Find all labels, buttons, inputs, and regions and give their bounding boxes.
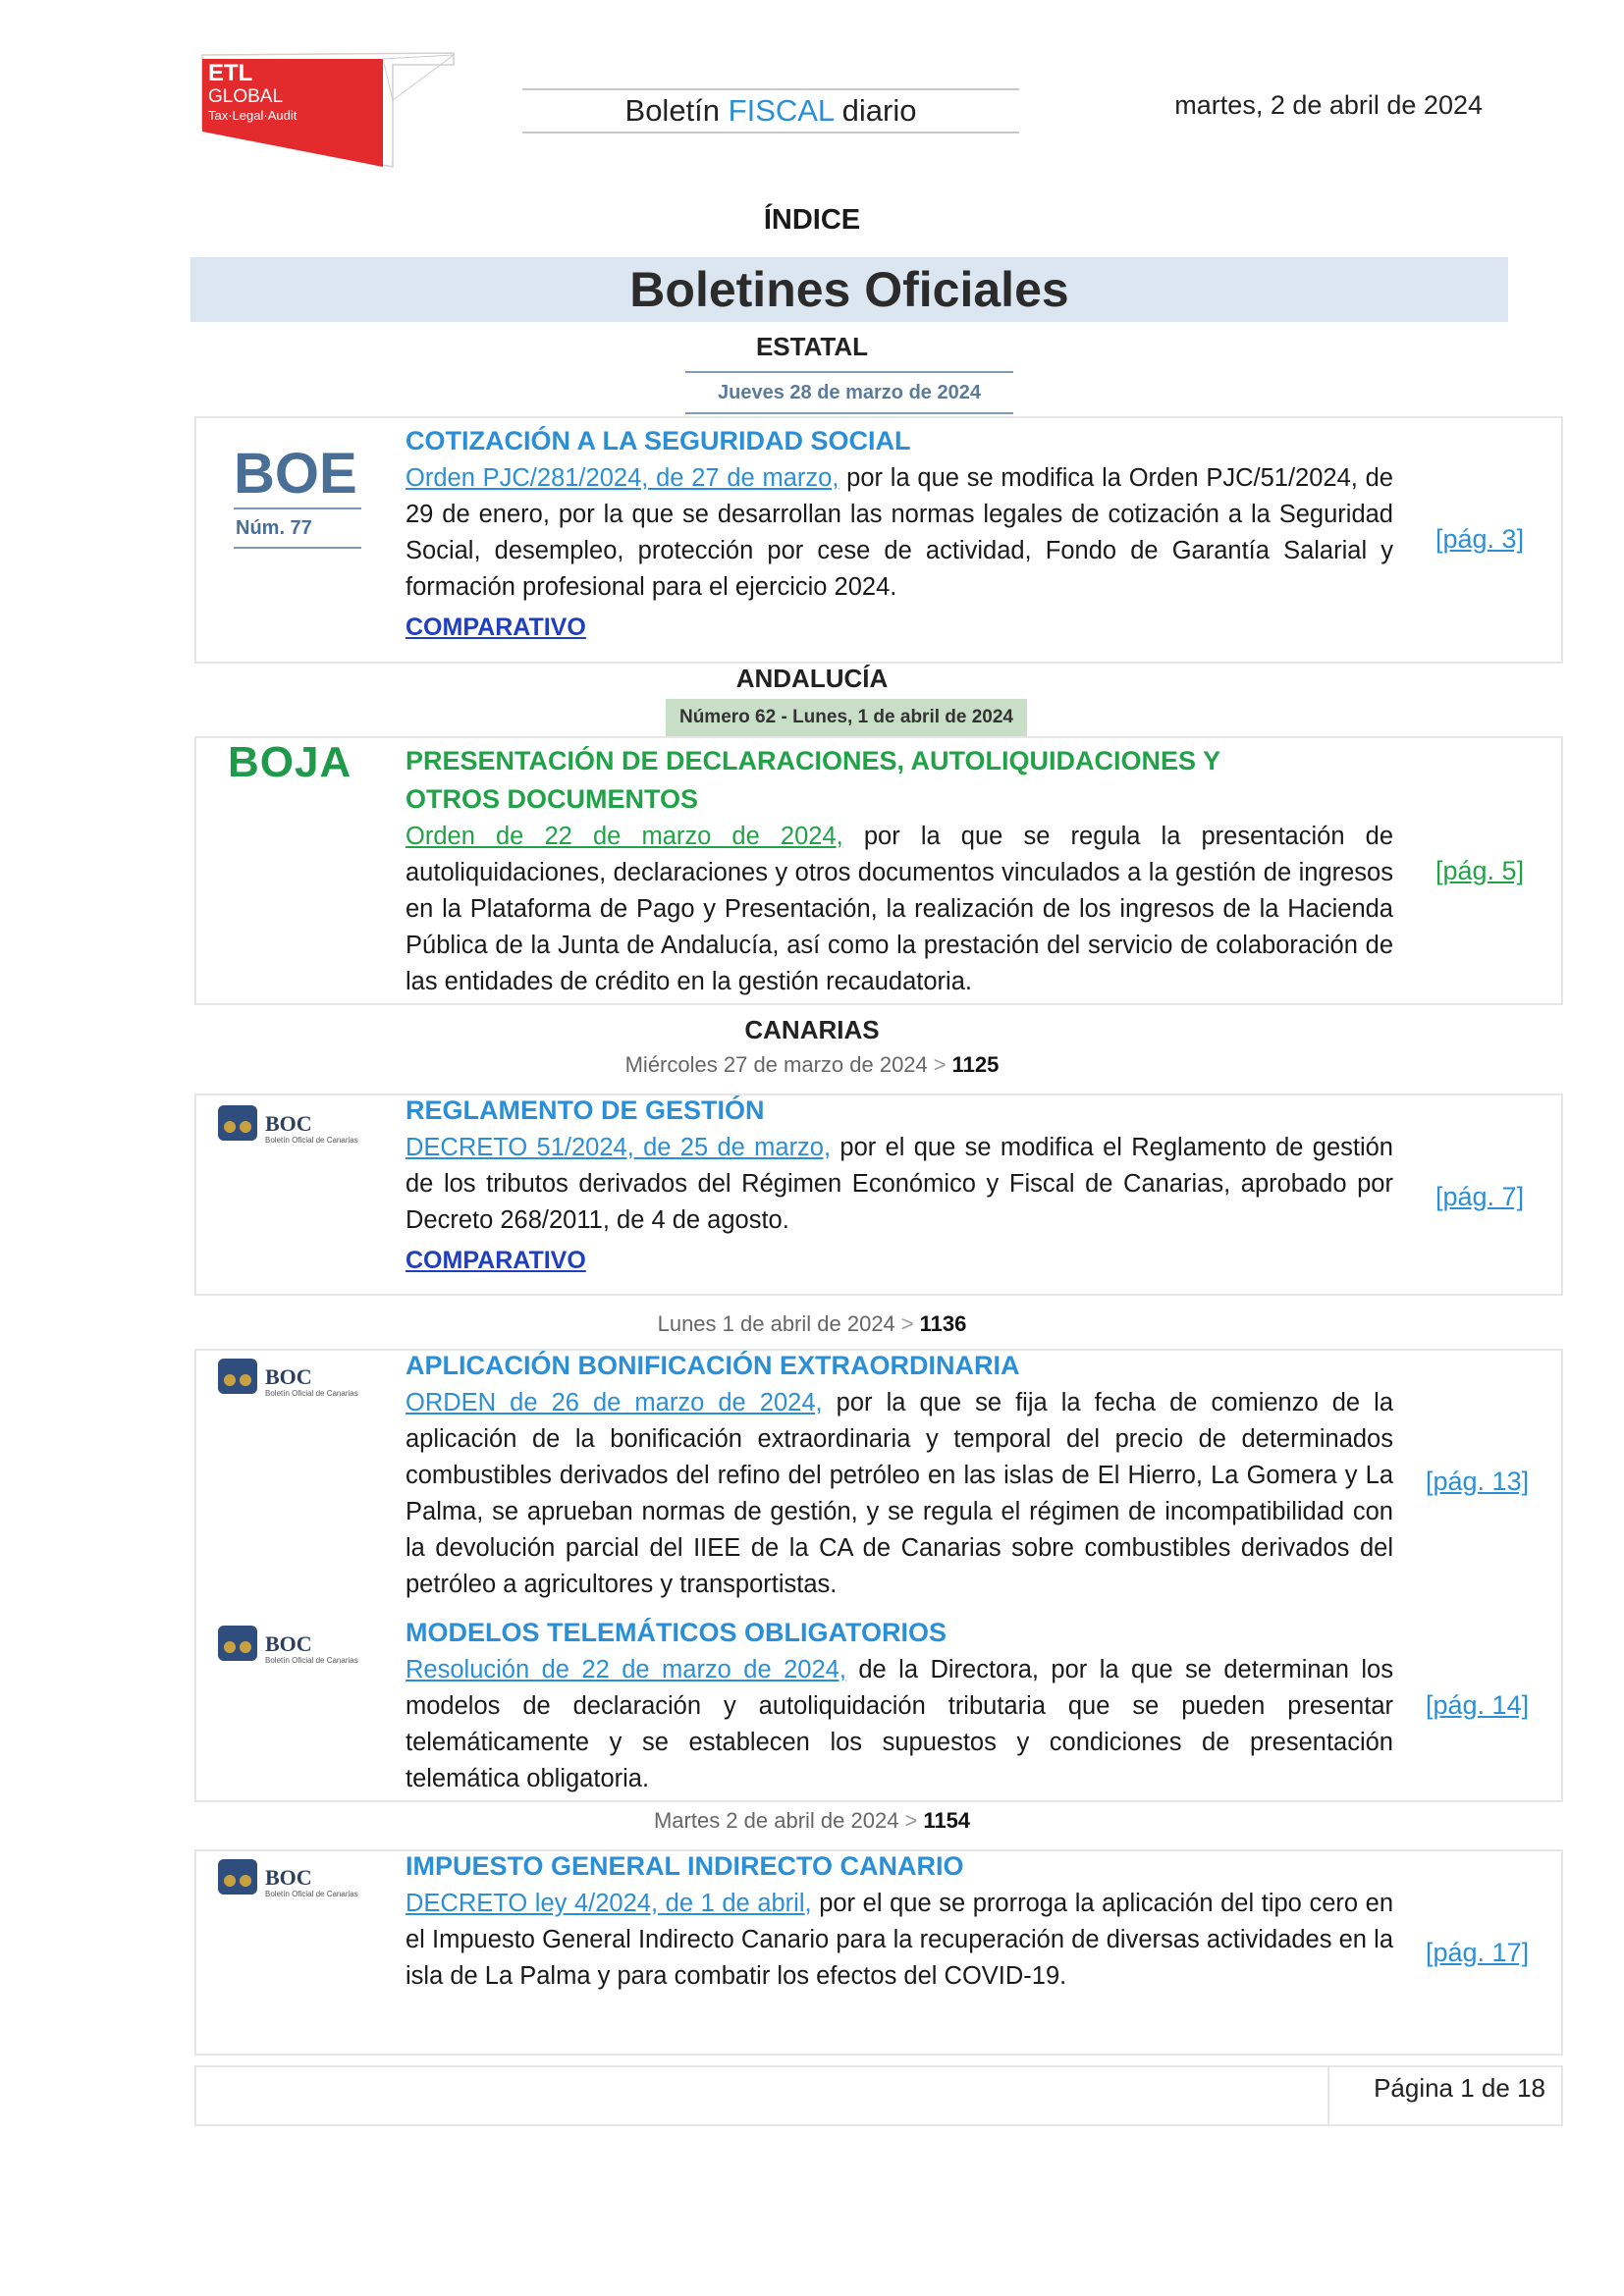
entry-body bbox=[406, 460, 1393, 606]
entry-ref-link[interactable]: DECRETO 51/2024, de 25 de marzo, bbox=[406, 1134, 832, 1161]
boc-date: Miércoles 27 de marzo de 2024 bbox=[624, 1052, 928, 1077]
entry-ref-link[interactable]: Resolución de 22 de marzo de 2024, bbox=[406, 1656, 846, 1683]
boc-logo-subtitle: Boletín Oficial de Canarias bbox=[265, 1136, 358, 1145]
boc-logo bbox=[210, 1618, 385, 1671]
boe-logo-text: BOE bbox=[234, 444, 357, 506]
entry-body bbox=[406, 1385, 1393, 1603]
boc-logo-text: BOC bbox=[265, 1111, 312, 1136]
boc-logo-text: BOC bbox=[265, 1865, 312, 1890]
entry-ref-link[interactable]: ORDEN de 26 de marzo de 2024, bbox=[406, 1389, 823, 1416]
chevron-right-icon: > bbox=[900, 1311, 914, 1336]
page-footer bbox=[194, 2065, 1563, 2126]
boe-number: Núm. 77 bbox=[236, 517, 312, 539]
entry-title: IMPUESTO GENERAL INDIRECTO CANARIO bbox=[406, 1851, 964, 1881]
boc-number: 1136 bbox=[919, 1311, 967, 1336]
entry-presentacion bbox=[406, 742, 1393, 1000]
entry-igic bbox=[406, 1847, 1393, 1995]
boc-logo-subtitle: Boletín Oficial de Canarias bbox=[265, 1389, 358, 1398]
page-number: Página 1 de 18 bbox=[1374, 2073, 1545, 2103]
boc-date: Lunes 1 de abril de 2024 bbox=[657, 1311, 895, 1336]
boja-date: Número 62 - Lunes, 1 de abril de 2024 bbox=[666, 699, 1027, 736]
logo-line3: Tax·Legal·Audit bbox=[208, 108, 298, 123]
boc-logo-subtitle: Boletín Oficial de Canarias bbox=[265, 1656, 358, 1665]
comparativo-link[interactable]: COMPARATIVO bbox=[406, 614, 586, 641]
entry-text: por la que se fija la fecha de comienzo de la aplicación de la bonificación extraordinaria y temporal del precio de determinados combustibles derivados del refino del petróleo en las islas de El Hierro, La Gomera y La Palma, se aprueban normas de gestión, y se regula el régimen de incompatibilidad con la devolución parcial del IIEE de la CA de Canarias sobre combustibles derivados del petróleo a agricultores y transportistas. bbox=[406, 1389, 1393, 1598]
boc-date-1154 bbox=[0, 1808, 1624, 1834]
entry-body bbox=[406, 1652, 1393, 1797]
index-heading: ÍNDICE bbox=[763, 204, 861, 236]
region-canarias: CANARIAS bbox=[744, 1015, 880, 1044]
entry-cotizacion bbox=[406, 422, 1393, 649]
entry-modelos bbox=[406, 1614, 1393, 1797]
page-link[interactable]: [pág. 17] bbox=[1426, 1938, 1530, 1967]
page-link[interactable]: [pág. 7] bbox=[1435, 1182, 1525, 1211]
boc-number: 1154 bbox=[923, 1808, 971, 1833]
boe-date: Jueves 28 de marzo de 2024 bbox=[685, 371, 1013, 414]
footer-divider bbox=[1327, 2067, 1329, 2124]
region-andalucia: ANDALUCÍA bbox=[735, 664, 889, 693]
boc-logo-subtitle: Boletín Oficial de Canarias bbox=[265, 1890, 358, 1898]
boja-logo: BOJA bbox=[228, 738, 352, 786]
entry-ref-link[interactable]: Orden de 22 de marzo de 2024, bbox=[406, 823, 843, 850]
comparativo-link[interactable]: COMPARATIVO bbox=[406, 1247, 586, 1274]
boc-date-1136 bbox=[0, 1311, 1624, 1337]
entry-title: REGLAMENTO DE GESTIÓN bbox=[406, 1095, 765, 1125]
entry-title: COTIZACIÓN A LA SEGURIDAD SOCIAL bbox=[406, 426, 911, 455]
page-link[interactable]: [pág. 5] bbox=[1435, 856, 1525, 885]
chevron-right-icon: > bbox=[904, 1808, 918, 1833]
boc-date: Martes 2 de abril de 2024 bbox=[653, 1808, 899, 1833]
entry-title: APLICACIÓN BONIFICACIÓN EXTRAORDINARIA bbox=[406, 1351, 1020, 1380]
section-banner: Boletines Oficiales bbox=[190, 257, 1508, 322]
etl-global-logo bbox=[196, 51, 460, 173]
title-suffix: diario bbox=[834, 93, 917, 128]
chevron-right-icon: > bbox=[933, 1052, 947, 1077]
boc-logo bbox=[210, 1097, 385, 1150]
entry-text: de la Directora, por la que se determinan los modelos de declaración y autoliquidación tributaria que se pueden presentar telemáticamente y se establecen los supuestos y condiciones de presentación telemática obligatoria. bbox=[406, 1656, 1393, 1792]
page-link[interactable]: [pág. 13] bbox=[1426, 1467, 1530, 1496]
title-accent: FISCAL bbox=[728, 93, 835, 128]
entry-text: por el que se prorroga la aplicación del tipo cero en el Impuesto General Indirecto Canario para la recuperación de diversas actividades en la isla de La Palma y para combatir los efectos del COVID-19. bbox=[406, 1890, 1394, 1990]
header-date: martes, 2 de abril de 2024 bbox=[1174, 90, 1483, 120]
bulletin-title bbox=[522, 88, 1019, 133]
entry-text: por la que se regula la presentación de autoliquidaciones, declaraciones y otros documentos vinculados a la gestión de ingresos en la Plataforma de Pago y Presentación, la realización de los ingresos de la Hacienda Pública de la Junta de Andalucía, así como la prestación del servicio de colaboración de las entidades de crédito en la gestión recaudatoria. bbox=[406, 823, 1394, 995]
entry-body bbox=[406, 1886, 1393, 1995]
entry-ref-link[interactable]: Orden PJC/281/2024, de 27 de marzo, bbox=[406, 464, 839, 492]
logo-line2: GLOBAL bbox=[208, 86, 284, 107]
boe-logo bbox=[232, 444, 363, 552]
title-prefix: Boletín bbox=[624, 93, 729, 128]
page-link[interactable]: [pág. 3] bbox=[1435, 524, 1525, 554]
boc-number: 1125 bbox=[951, 1052, 1000, 1077]
boc-logo bbox=[210, 1851, 385, 1904]
entry-text: por la que se modifica la Orden PJC/51/2024, de 29 de enero, por la que se desarrollan las normas legales de cotización a la Seguridad Social, desempleo, protección por cese de actividad, Fondo de Garantía Salarial y formación profesional para el ejercicio 2024. bbox=[406, 464, 1393, 601]
boc-date-1125 bbox=[0, 1052, 1624, 1078]
boc-logo bbox=[210, 1351, 385, 1404]
entry-title-line1: PRESENTACIÓN DE DECLARACIONES, AUTOLIQUIDACIONES Y bbox=[406, 746, 1221, 775]
boc-logo-text: BOC bbox=[265, 1631, 312, 1656]
entry-body bbox=[406, 819, 1393, 1000]
entry-title-line2: OTROS DOCUMENTOS bbox=[406, 784, 699, 814]
entry-ref-link[interactable]: DECRETO ley 4/2024, de 1 de abril, bbox=[406, 1890, 812, 1917]
entry-reglamento bbox=[406, 1092, 1393, 1282]
entry-bonificacion bbox=[406, 1347, 1393, 1603]
boc-logo-text: BOC bbox=[265, 1364, 312, 1389]
page-link[interactable]: [pág. 14] bbox=[1426, 1690, 1530, 1720]
entry-text: por el que se modifica el Reglamento de gestión de los tributos derivados del Régimen Económico y Fiscal de Canarias, aprobado por Decreto 268/2011, de 4 de agosto. bbox=[406, 1134, 1393, 1234]
entry-title: MODELOS TELEMÁTICOS OBLIGATORIOS bbox=[406, 1618, 947, 1647]
logo-line1: ETL bbox=[208, 60, 253, 86]
region-estatal: ESTATAL bbox=[755, 332, 869, 361]
entry-body bbox=[406, 1130, 1393, 1239]
